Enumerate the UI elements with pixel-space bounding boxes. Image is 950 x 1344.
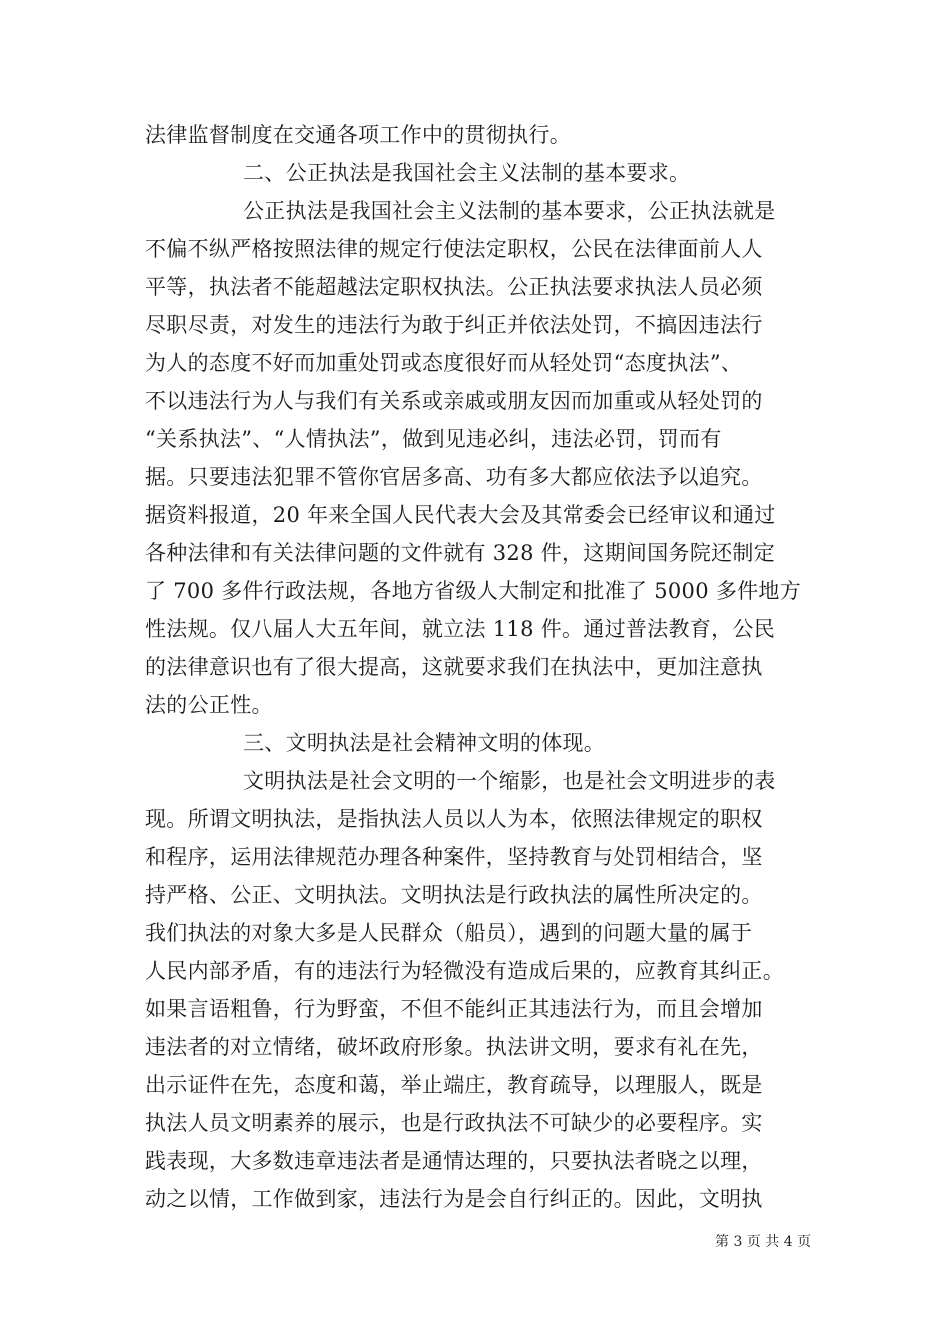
section-heading: 三、文明执法是社会精神文明的体现。 [243,731,606,755]
text-line: 我们执法的对象大多是人民群众（船员），遇到的问题大量的属于 [145,921,753,945]
text-line: 出示证件在先，态度和蔼，举止端庄，教育疏导，以理服人，既是 [145,1073,763,1097]
text-line: 据资料报道，20 年来全国人民代表大会及其常委会已经审议和通过 [145,503,776,527]
paragraph-start: 公正执法是我国社会主义法制的基本要求，公正执法就是 [243,199,776,223]
text-line: 和程序，运用法律规范办理各种案件，坚持教育与处罚相结合，坚 [145,845,763,869]
text-line: 的法律意识也有了很大提高，这就要求我们在执法中，更加注意执 [145,655,763,679]
text-line: 人民内部矛盾，有的违法行为轻微没有造成后果的，应教育其纠正。 [145,959,784,983]
text-line: 各种法律和有关法律问题的文件就有 328 件，这期间国务院还制定 [145,541,776,565]
text-line: 执法人员文明素养的展示，也是行政执法不可缺少的必要程序。实 [145,1111,763,1135]
text-line: 动之以情，工作做到家，违法行为是会自行纠正的。因此，文明执 [145,1187,763,1211]
text-line: 了 700 多件行政法规，各地方省级人大制定和批准了 5000 多件地方 [145,579,802,603]
text-line: 不以违法行为人与我们有关系或亲戚或朋友因而加重或从轻处罚的 [145,389,763,413]
text-line: 尽职尽责，对发生的违法行为敢于纠正并依法处罚，不搞因违法行 [145,313,763,337]
text-line: 据。只要违法犯罪不管你官居多高、功有多大都应依法予以追究。 [145,465,763,489]
text-line: 持严格、公正、文明执法。文明执法是行政执法的属性所决定的。 [145,883,763,907]
text-line: 不偏不纵严格按照法律的规定行使法定职权，公民在法律面前人人 [145,237,763,261]
text-line: 如果言语粗鲁，行为野蛮，不但不能纠正其违法行为，而且会增加 [145,997,763,1021]
page-number-footer: 第 3 页 共 4 页 [715,1234,812,1250]
text-line: “关系执法”、“人情执法”，做到见违必纠，违法必罚，罚而有 [145,427,722,451]
paragraph-start: 文明执法是社会文明的一个缩影，也是社会文明进步的表 [243,769,776,793]
text-line: 平等，执法者不能超越法定职权执法。公正执法要求执法人员必须 [145,275,763,299]
text-line: 现。所谓文明执法，是指执法人员以人为本，依照法律规定的职权 [145,807,763,831]
text-line: 为人的态度不好而加重处罚或态度很好而从轻处罚“态度执法”、 [145,351,743,375]
text-line: 违法者的对立情绪，破坏政府形象。执法讲文明，要求有礼在先， [145,1035,763,1059]
text-line: 性法规。仅八届人大五年间，就立法 118 件。通过普法教育，公民 [145,617,776,641]
text-line: 法律监督制度在交通各项工作中的贯彻执行。 [145,123,571,147]
section-heading: 二、公正执法是我国社会主义法制的基本要求。 [243,161,691,185]
text-line: 践表现，大多数违章违法者是通情达理的，只要执法者晓之以理， [145,1149,763,1173]
text-line: 法的公正性。 [145,693,273,717]
